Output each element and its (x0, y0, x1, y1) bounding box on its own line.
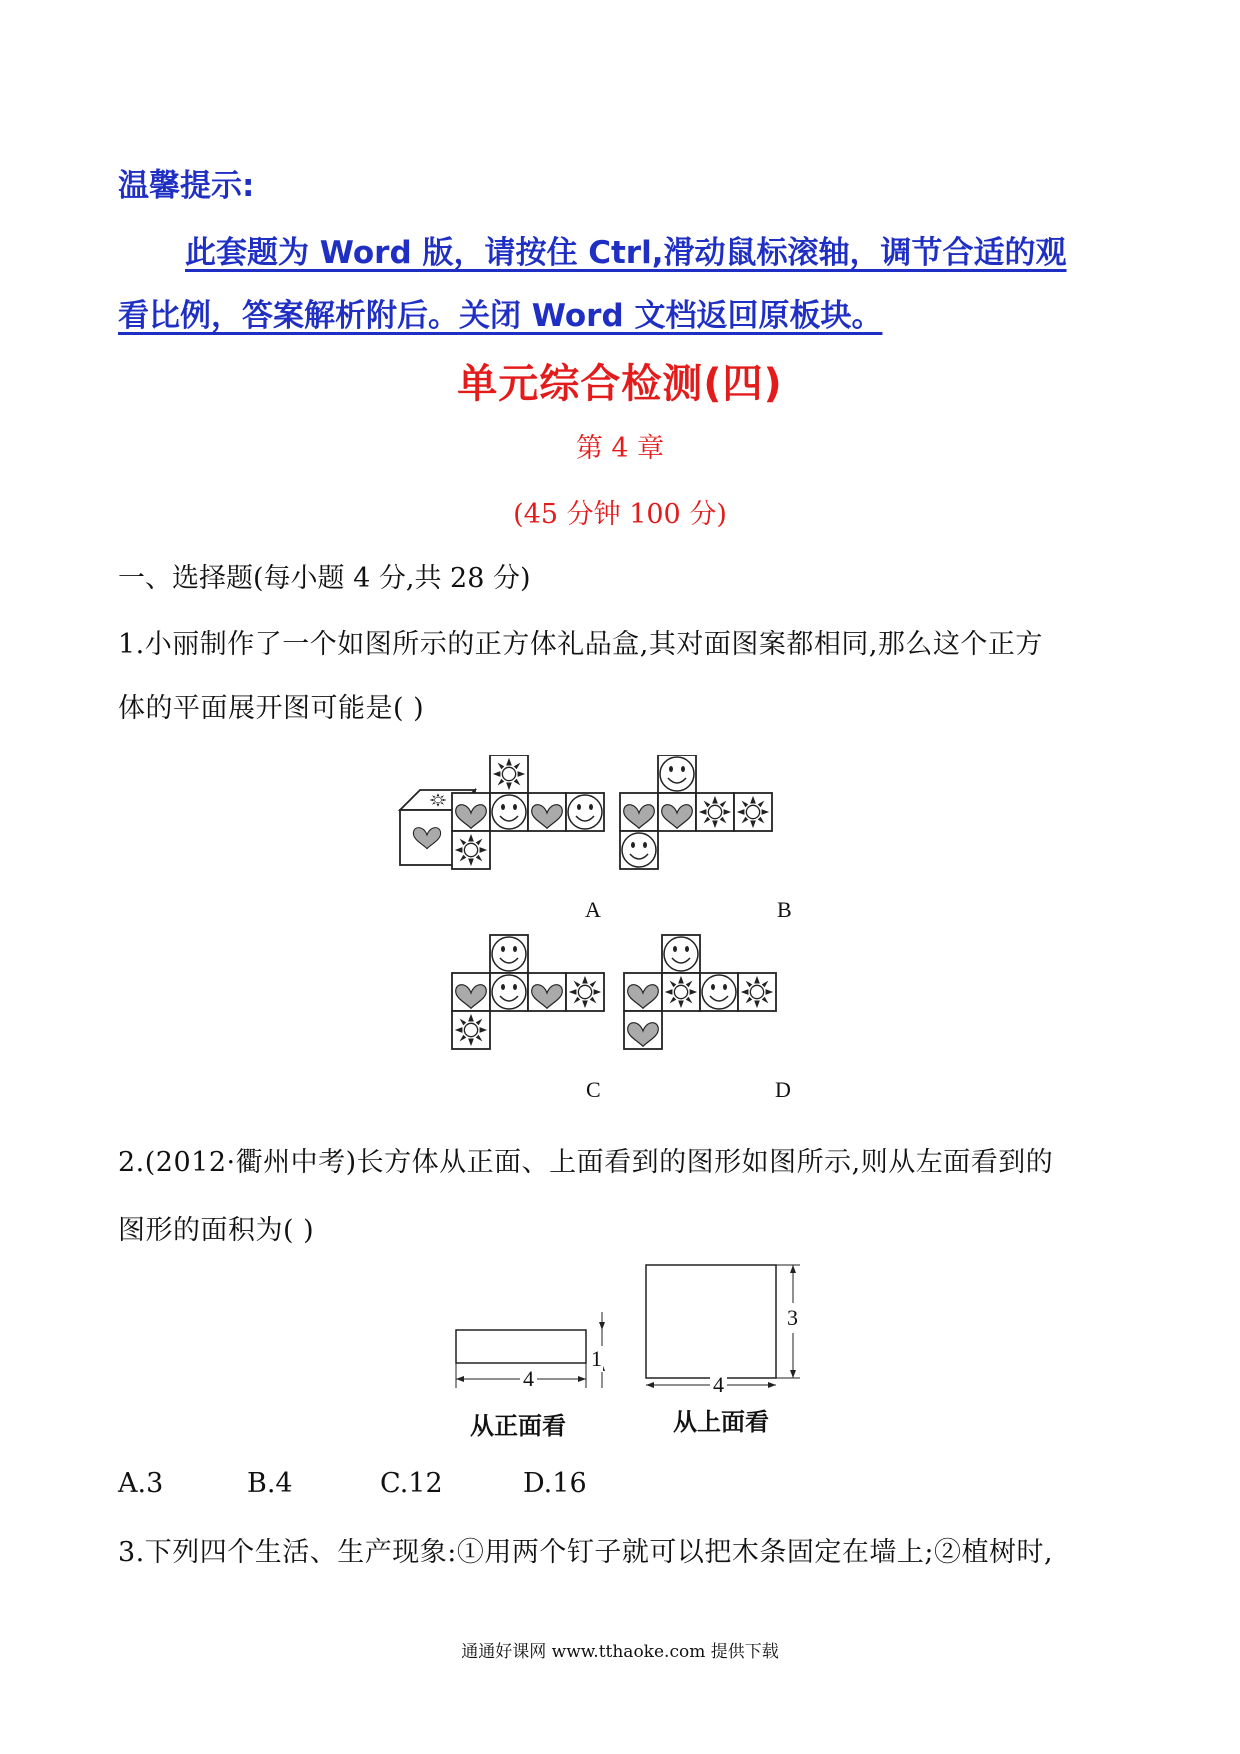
front-view-height: 1 (591, 1346, 602, 1371)
front-view-width: 4 (520, 1366, 537, 1392)
section-heading: 一、选择题(每小题 4 分,共 28 分) (118, 563, 531, 594)
front-view-label: 从正面看 (470, 1412, 566, 1440)
q2-line-1: 2.(2012·衢州中考)长方体从正面、上面看到的图形如图所示,则从左面看到的 (118, 1147, 1054, 1178)
q2-option-c: C.12 (380, 1468, 443, 1499)
tip-heading: 温馨提示: (118, 168, 255, 204)
page-footer: 通通好课网 www.tthaoke.com 提供下载 (461, 1642, 779, 1662)
tip-line-1[interactable]: 此套题为 Word 版，请按住 Ctrl,滑动鼠标滚轴，调节合适的观 (185, 235, 1067, 271)
q2-option-b: B.4 (247, 1468, 293, 1499)
top-view-height: 3 (787, 1303, 798, 1333)
q2-option-d: D.16 (523, 1468, 587, 1499)
q1-option-b-label: B (777, 897, 792, 922)
q3-line-1: 3.下列四个生活、生产现象:①用两个钉子就可以把木条固定在墙上;②植树时, (118, 1537, 1054, 1568)
chapter-label: 第 4 章 (575, 433, 665, 464)
q1-option-c-label: C (586, 1077, 601, 1102)
tip-line-2[interactable]: 看比例，答案解析附后。关闭 Word 文档返回原板块。 (118, 298, 883, 334)
q1-line-1: 1.小丽制作了一个如图所示的正方体礼品盒,其对面图案都相同,那么这个正方 (118, 629, 1043, 660)
q1-option-d-label: D (775, 1077, 791, 1102)
q1-figure (390, 755, 890, 1105)
top-view-label: 从上面看 (673, 1408, 769, 1436)
top-view-width: 4 (710, 1372, 727, 1398)
time-score: (45 分钟 100 分) (513, 499, 727, 530)
q2-line-2: 图形的面积为( ) (118, 1215, 315, 1246)
q1-option-a-label: A (585, 897, 601, 922)
q1-line-2: 体的平面展开图可能是( ) (118, 693, 425, 724)
page-title: 单元综合检测(四) (457, 361, 783, 407)
q2-option-a: A.3 (118, 1468, 164, 1499)
